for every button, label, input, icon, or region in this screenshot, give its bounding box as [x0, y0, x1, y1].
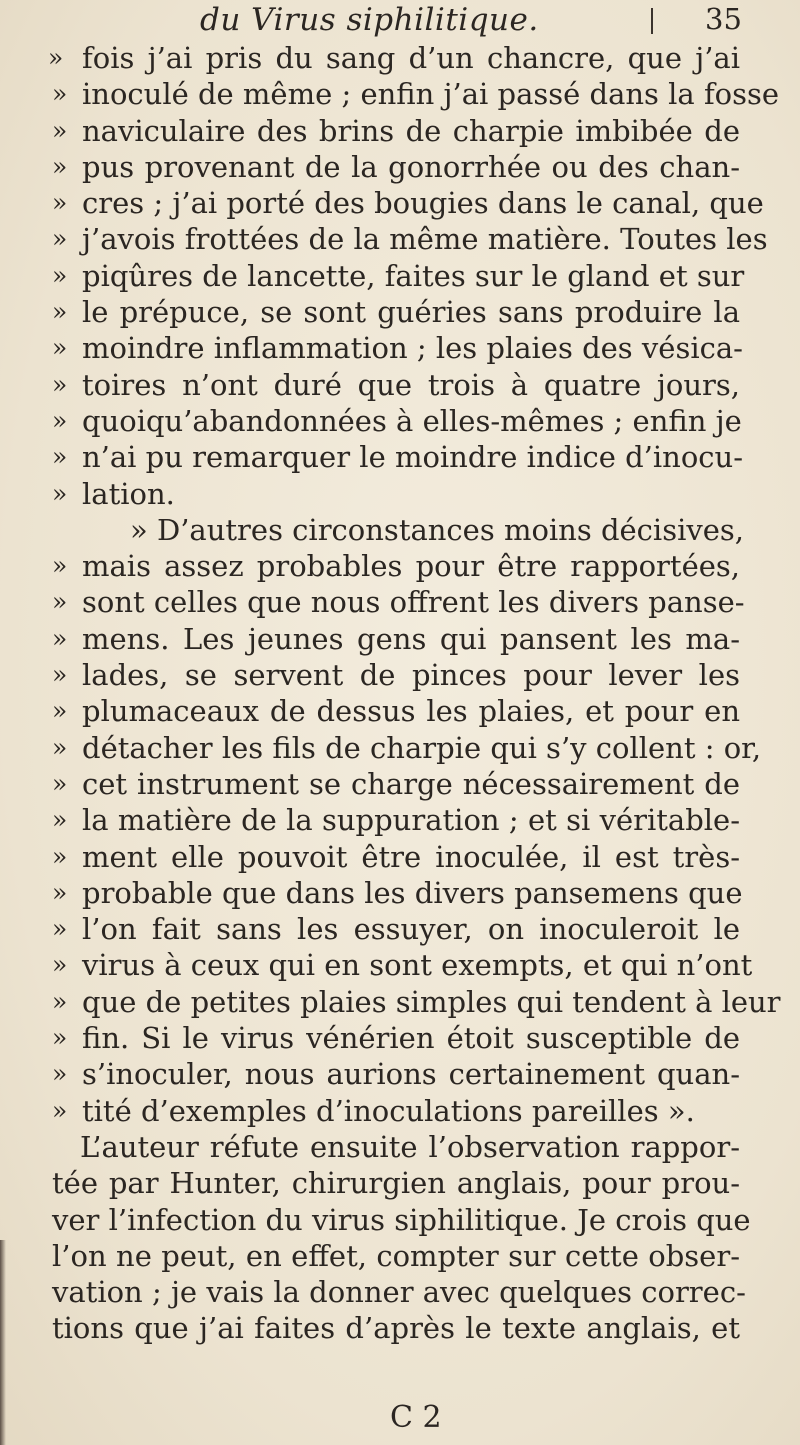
line-text: détacher les fils de charpie qui s’y collent : or, [82, 730, 762, 765]
quotation-mark: » [52, 950, 68, 980]
quotation-mark: » [52, 1023, 68, 1053]
line-text: le prépuce, se sont guéries sans produire la [82, 295, 740, 330]
quotation-mark: » [52, 478, 68, 508]
quotation-mark: » [52, 660, 68, 690]
line-text: mais assez probables pour être rapportées, [82, 549, 740, 584]
text-line [0, 1165, 800, 1201]
line-text: toires n’ont duré que trois à quatre jours, [82, 367, 740, 402]
text-line [0, 802, 800, 838]
body-text [0, 40, 800, 1347]
line-text: ment elle pouvoit être inoculée, il est très- [82, 839, 740, 874]
page-number: 35 [705, 2, 742, 36]
text-line [0, 113, 800, 149]
quotation-mark: » [52, 442, 68, 472]
quotation-mark: » [52, 587, 68, 617]
quotation-mark: » [52, 623, 68, 653]
text-line [0, 76, 800, 112]
text-line [0, 1202, 800, 1238]
text-line [0, 512, 800, 548]
text-line [0, 911, 800, 947]
text-line [0, 439, 800, 475]
text-line [0, 766, 800, 802]
text-line [0, 839, 800, 875]
line-text: tité d’exemples d’inoculations pareilles ». [82, 1093, 695, 1128]
text-line [0, 221, 800, 257]
line-text: inoculé de même ; enfin j’ai passé dans la fosse [82, 77, 780, 112]
quotation-mark: » [52, 260, 68, 290]
quotation-mark: » [52, 333, 68, 363]
text-line [0, 403, 800, 439]
quotation-mark: » [52, 369, 68, 399]
line-text: pus provenant de la gonorrhée ou des chan- [82, 149, 740, 184]
quotation-mark: » [52, 224, 68, 254]
page-header [0, 2, 800, 42]
line-text: fin. Si le virus vénérien étoit susceptible de [82, 1021, 740, 1056]
text-line [0, 149, 800, 185]
line-text: sont celles que nous offrent les divers panse- [82, 585, 745, 620]
text-line [0, 657, 800, 693]
quotation-mark: » [52, 188, 68, 218]
line-text: ver l’infection du virus siphilitique. Je crois que [52, 1202, 751, 1237]
text-line [0, 1129, 800, 1165]
quotation-mark: » [52, 151, 68, 181]
line-text: s’inoculer, nous aurions certainement quan- [82, 1057, 740, 1092]
line-text: lation. [82, 476, 175, 511]
line-text: plumaceaux de dessus les plaies, et pour en [82, 694, 740, 729]
text-line [0, 1020, 800, 1056]
text-line [0, 730, 800, 766]
text-line [0, 1274, 800, 1310]
text-line [0, 40, 800, 76]
text-line [0, 294, 800, 330]
text-line [0, 548, 800, 584]
quotation-mark: » [52, 1059, 68, 1089]
header-divider [651, 8, 653, 34]
line-text: piqûres de lancette, faites sur le gland et sur [82, 258, 745, 293]
quotation-mark: » [52, 986, 68, 1016]
line-text: moindre inflammation ; les plaies des vésica- [82, 331, 743, 366]
text-line [0, 1093, 800, 1129]
line-text: que de petites plaies simples qui tendent à leur [82, 984, 781, 1019]
text-line [0, 693, 800, 729]
text-line [0, 621, 800, 657]
quotation-mark: » [52, 297, 68, 327]
line-text: j’avois frottées de la même matière. Toutes les [82, 222, 768, 257]
text-line [0, 185, 800, 221]
text-line [0, 476, 800, 512]
line-text: l’on ne peut, en effet, compter sur cette obser- [52, 1238, 740, 1273]
quotation-mark: » [52, 877, 68, 907]
line-text: naviculaire des brins de charpie imbibée de [82, 113, 740, 148]
quotation-mark: » [52, 914, 68, 944]
line-text: l’on fait sans les essuyer, on inoculeroit le [82, 912, 740, 947]
line-text: cet instrument se charge nécessairement de [82, 766, 740, 801]
quotation-mark: » [48, 43, 64, 72]
text-line [0, 984, 800, 1020]
quotation-mark: » [52, 768, 68, 798]
quotation-mark: » [52, 115, 68, 145]
text-line [0, 1310, 800, 1346]
line-text: » D’autres circonstances moins décisives, [130, 512, 744, 547]
line-text: probable que dans les divers pansemens que [82, 875, 743, 910]
line-text: quoiqu’abandonnées à elles-mêmes ; enfin je [82, 403, 742, 438]
quotation-mark: » [52, 551, 68, 581]
line-text: la matière de la suppuration ; et si véritable- [82, 803, 740, 838]
text-line [0, 947, 800, 983]
quotation-mark: » [52, 696, 68, 726]
quotation-mark: » [52, 732, 68, 762]
quotation-mark: » [52, 405, 68, 435]
text-line [0, 330, 800, 366]
signature-mark: C 2 [390, 1400, 442, 1435]
line-text: vation ; je vais la donner avec quelques correc- [52, 1275, 746, 1310]
line-text: cres ; j’ai porté des bougies dans le canal, que [82, 186, 764, 221]
text-line [0, 367, 800, 403]
line-text: fois j’ai pris du sang d’un chancre, que j’ai [82, 41, 740, 75]
line-text: L’auteur réfute ensuite l’observation rappor- [80, 1129, 740, 1164]
running-title: du Virus siphilitique. [200, 2, 539, 38]
line-text: virus à ceux qui en sont exempts, et qui n’ont [82, 948, 753, 983]
quotation-mark: » [52, 805, 68, 835]
line-text: tée par Hunter, chirurgien anglais, pour prou- [52, 1166, 740, 1201]
line-text: mens. Les jeunes gens qui pansent les ma- [82, 621, 740, 656]
text-line [0, 1238, 800, 1274]
line-text: tions que j’ai faites d’après le texte anglais, et [52, 1311, 740, 1346]
text-line [0, 1056, 800, 1092]
text-line [0, 584, 800, 620]
quotation-mark: » [52, 841, 68, 871]
line-text: lades, se servent de pinces pour lever les [82, 658, 740, 693]
quotation-mark: » [52, 79, 68, 109]
text-line [0, 258, 800, 294]
text-line [0, 875, 800, 911]
quotation-mark: » [52, 1095, 68, 1125]
line-text: n’ai pu remarquer le moindre indice d’inocu- [82, 440, 743, 475]
